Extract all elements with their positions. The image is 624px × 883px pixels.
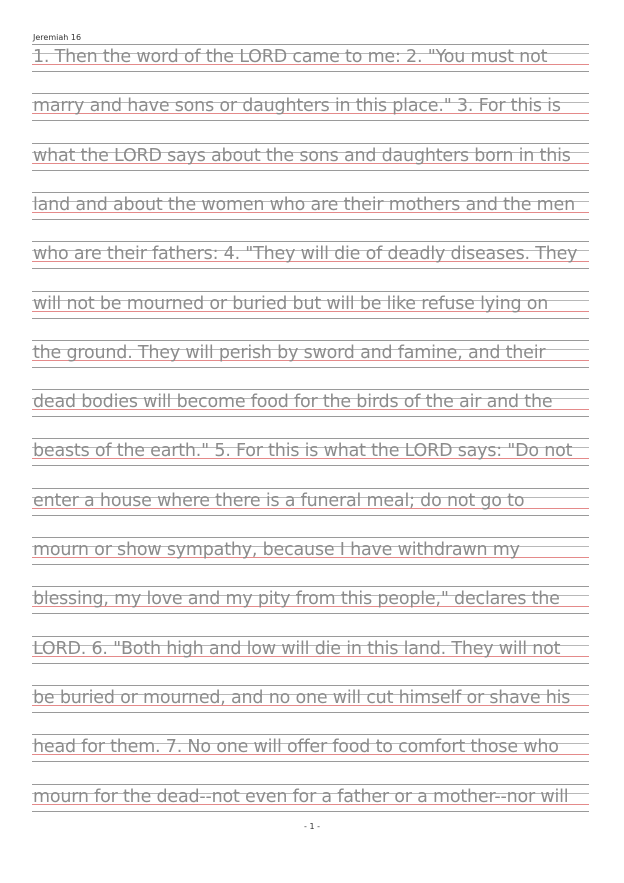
practice-line [32, 93, 589, 121]
practice-line [32, 389, 589, 417]
trace-text: marry and have sons or daughters in this place." 3. For this is [33, 96, 561, 117]
practice-line [32, 586, 589, 614]
guide-rule [32, 811, 589, 812]
practice-line [32, 241, 589, 269]
practice-line [32, 291, 589, 319]
guide-rule [32, 761, 589, 762]
trace-text: who are their fathers: 4. "They will die of deadly diseases. They [33, 244, 578, 265]
trace-text: head for them. 7. No one will offer food to comfort those who [33, 737, 559, 758]
guide-rule [32, 564, 589, 565]
guide-rule [32, 367, 589, 368]
page-header: Jeremiah 16 [33, 33, 82, 42]
guide-rule [32, 219, 589, 220]
guide-rule [32, 663, 589, 664]
trace-text: land and about the women who are their mothers and the men [33, 194, 575, 215]
guide-rule [32, 515, 589, 516]
guide-rule [32, 613, 589, 614]
guide-rule [32, 416, 589, 417]
trace-text: be buried or mourned, and no one will cut himself or shave his [33, 687, 571, 708]
guide-rule [32, 318, 589, 319]
trace-text: dead bodies will become food for the birds of the air and the [33, 392, 553, 413]
trace-text: beasts of the earth." 5. For this is what the LORD says: "Do not [33, 441, 573, 462]
practice-line [32, 44, 589, 72]
page-number: - 1 - [304, 822, 320, 831]
trace-text: 1. Then the word of the LORD came to me: 2. "You must not [33, 47, 548, 67]
trace-text: mourn for the dead--not even for a father or a mother--nor will [33, 786, 569, 807]
practice-line [32, 438, 589, 466]
trace-text: will not be mourned or buried but will be like refuse lying on [33, 293, 549, 314]
trace-text: blessing, my love and my pity from this people," declares the [33, 589, 560, 610]
trace-text: what the LORD says about the sons and daughters born in this [33, 145, 571, 166]
trace-text: the ground. They will perish by sword and famine, and their [33, 342, 546, 363]
guide-rule [32, 268, 589, 269]
practice-line [32, 784, 589, 812]
guide-rule [32, 120, 589, 121]
practice-line [32, 143, 589, 171]
guide-rule [32, 71, 589, 72]
practice-line [32, 537, 589, 565]
practice-line [32, 636, 589, 664]
practice-line [32, 734, 589, 762]
practice-line [32, 488, 589, 516]
practice-line [32, 192, 589, 220]
guide-rule [32, 465, 589, 466]
practice-line [32, 685, 589, 713]
guide-rule [32, 170, 589, 171]
trace-text: enter a house where there is a funeral meal; do not go to [33, 490, 525, 511]
trace-text: LORD. 6. "Both high and low will die in this land. They will not [33, 638, 561, 659]
practice-line [32, 340, 589, 368]
trace-text: mourn or show sympathy, because I have withdrawn my [33, 540, 520, 560]
guide-rule [32, 712, 589, 713]
